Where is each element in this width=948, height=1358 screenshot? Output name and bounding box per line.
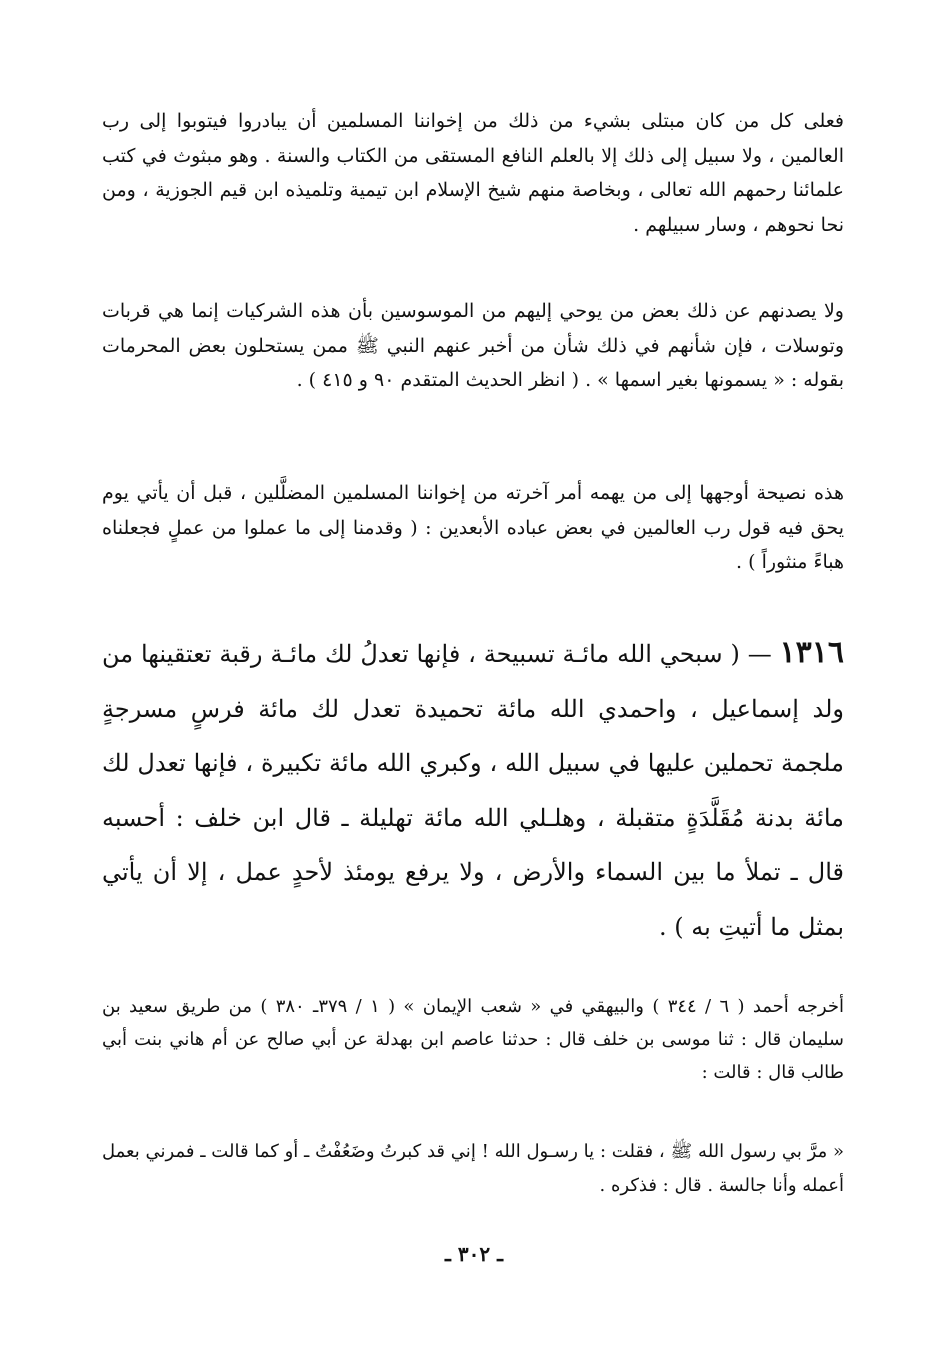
page-number: ـ ٣٠٢ ـ [445,1242,503,1266]
hadith-dash: — [739,640,780,668]
takhrij-quote: « مرَّ بي رسول الله ﷺ ، فقلت : يا رسـول الله ! إني قد كبرتُ وضَعُفْتُ ـ أو كما قالت ـ فمرني بعمل أعمله وأنا جالسة . قال : فذكره . [102,1141,844,1196]
hadith-text: ( سبحي الله مائـة تسبيحة ، فإنها تعدلُ لك مائـة رقبة تعتقينها من ولد إسماعيل ، واحمدي الله مائة تحميدة تعدل لك مائة فرسٍ مسرجةٍ ملجمة تحملين عليها في سبيل الله ، وكبري الله مائة تكبيرة ، فإنها تعدل لك مائة بدنة مُقَلَّدَةٍ متقبلة ، وهلـلي الله مائة تهليلة ـ قال ابن خلف : أحسبه قال ـ تملأ ما بين السماء والأرض ، ولا يرفع يومئذ لأحدٍ عمل ، إلا أن يأتي بمثل ما أتيتِ به ) . [102,640,844,941]
hadith-number: ١٣١٦ [779,635,844,670]
hadith-block [102,626,844,954]
paragraph-2: ولا يصدنهم عن ذلك بعض من يوحي إليهم من الموسوسين بأن هذه الشركيات إنما هي قربات وتوسلات ، فإن شأنهم في ذلك شأن من أخبر عنهم النبي ﷺ ممن يستحلون بعض المحرمات بقوله : « يسمونها بغير اسمها » . ( انظر الحديث المتقدم ٩٠ و ٤١٥ ) . [102,300,844,391]
paragraph-1: فعلى كل من كان مبتلى بشيء من ذلك من إخواننا المسلمين أن يبادروا فيتوبوا إلى رب العالمين ، ولا سبيل إلى ذلك إلا بالعلم النافع المستقى من الكتاب والسنة . وهو مبثوث في كتب علمائنا رحمهم الله تعالى ، وبخاصة منهم شيخ الإسلام ابن تيمية وتلميذه ابن قيم الجوزية ، ومن نحا نحوهم ، وسار سبيلهم . [102,110,844,236]
paragraph-3: هذه نصيحة أوجهها إلى من يهمه أمر آخرته من إخواننا المسلمين المضلَّلين ، قبل أن يأتي يوم يحق فيه قول رب العالمين في بعض عباده الأبعدين : ( وقدمنا إلى ما عملوا من عملٍ فجعلناه هباءً منثوراً ) . [102,482,844,573]
takhrij-paragraph: أخرجه أحمد ( ٦ / ٣٤٤ ) والبيهقي في « شعب الإيمان » ( ١ / ٣٧٩ـ ٣٨٠ ) من طريق سعيد بن سليمان قال : ثنا موسى بن خلف قال : حدثنا عاصم ابن بهدلة عن أبي صالح عن أم هاني بنت أبي طالب قال : قالت : [102,996,844,1083]
